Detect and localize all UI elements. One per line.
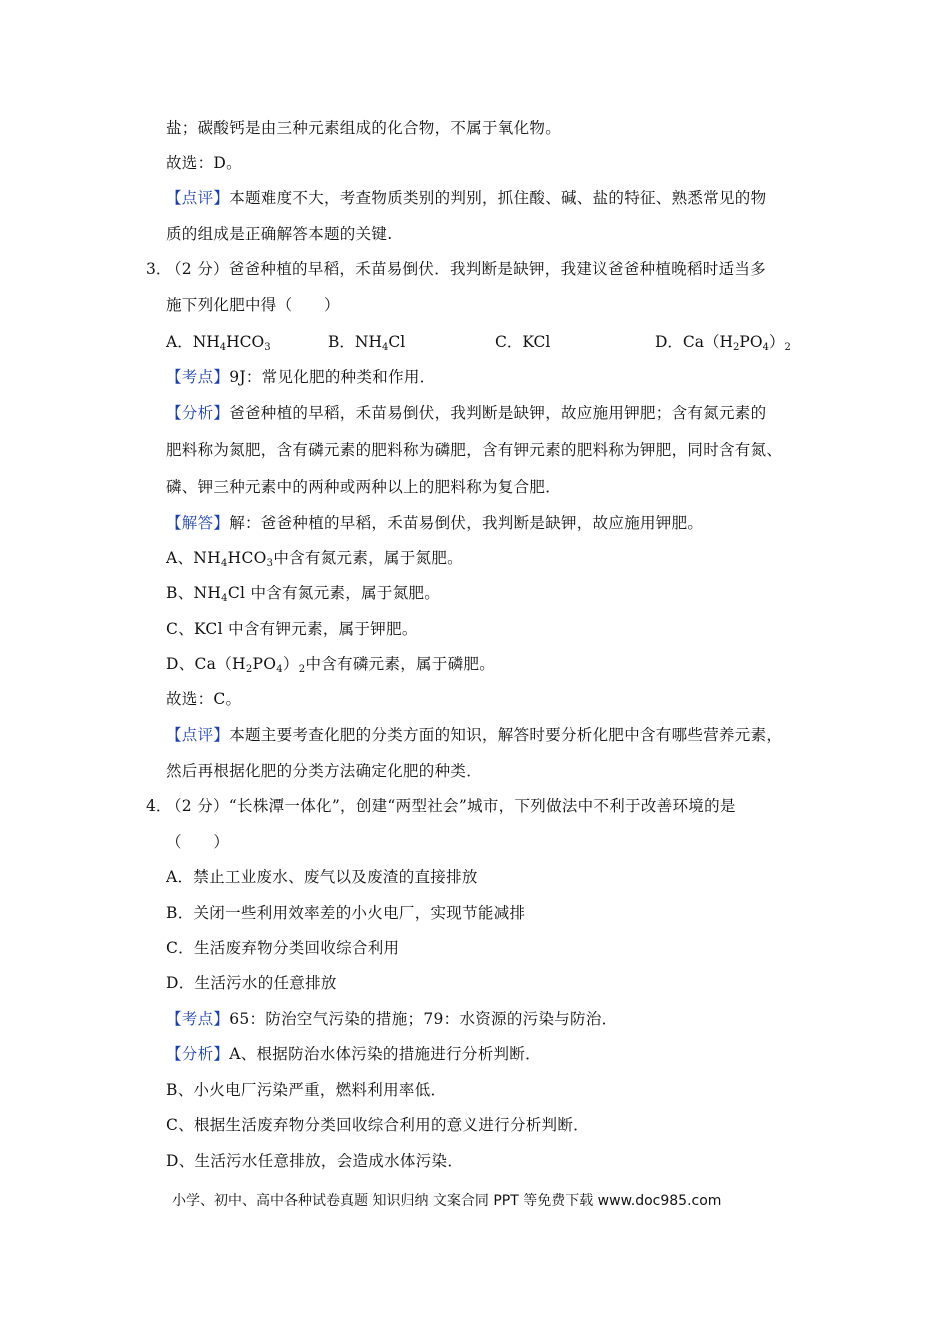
fenxi-tag: 【分析】 — [166, 1045, 230, 1063]
answer-a: A、$NH_4HCO_3$中含有氮元素，属于氮肥。 — [166, 549, 463, 569]
comment-text: 本题难度不大，考查物质类别的判别，抓住酸、碱、盐的特征、熟悉常见的物 — [229, 189, 767, 207]
option-d: D．生活污水的任意排放 — [166, 974, 337, 992]
text-line: 故选：D。 — [166, 154, 242, 172]
question-stem: 施下列化肥中得（ ） — [166, 296, 340, 314]
question-stem: （ ） — [166, 833, 230, 851]
answer-d: D、$Ca(H_2PO_4)_2$中含有磷元素，属于磷肥。 — [166, 655, 496, 675]
text-line: 然后再根据化肥的分类方法确定化肥的种类． — [166, 762, 483, 780]
text-line: 故选：C。 — [166, 690, 242, 708]
option-d: D．$Ca(H_2PO_4)_2$ — [655, 333, 791, 353]
kaodian-tag: 【考点】 — [166, 1010, 230, 1028]
jieda-line: 【解答】解：爸爸种植的早稻，禾苗易倒伏，我判断是缺钾，故应施用钾肥。 — [166, 514, 704, 532]
option-c: C．KCl — [495, 333, 551, 351]
jieda-tag: 【解答】 — [166, 514, 230, 532]
dianping-tag: 【点评】 — [166, 726, 230, 744]
question-stem: （2 分）爸爸种植的早稻，禾苗易倒伏．我判断是缺钾，我建议爸爸种植晚稻时适当多 — [166, 260, 766, 278]
fenxi-tag: 【分析】 — [166, 404, 230, 422]
dianping-line: 【点评】本题主要考查化肥的分类方面的知识，解答时要分析化肥中含有哪些营养元素， — [166, 726, 783, 744]
fenxi-line: 【分析】爸爸种植的早稻，禾苗易倒伏，我判断是缺钾，故应施用钾肥；含有氮元素的 — [166, 404, 767, 422]
option-a: A．禁止工业废水、废气以及废渣的直接排放 — [166, 868, 478, 886]
question-number: 3． — [146, 260, 172, 278]
text-line: C、根据生活废弃物分类回收综合利用的意义进行分析判断． — [166, 1116, 589, 1134]
option-a: A．$NH_4HCO_3$ — [166, 333, 271, 353]
text-line: 磷、钾三种元素中的两种或两种以上的肥料称为复合肥． — [166, 478, 562, 496]
question-number: 4． — [146, 797, 172, 815]
comment-tag: 【点评】 — [166, 189, 230, 207]
kaodian-tag: 【考点】 — [166, 368, 230, 386]
fenxi-line: 【分析】A、根据防治水体污染的措施进行分析判断． — [166, 1045, 541, 1063]
page-footer: 小学、初中、高中各种试卷真题 知识归纳 文案合同 PPT 等免费下载 www.doc985.com — [172, 1193, 722, 1209]
kaodian-line: 【考点】9J：常见化肥的种类和作用． — [166, 368, 436, 386]
answer-b: B、$NH_4Cl$ 中含有氮元素，属于氮肥。 — [166, 584, 441, 604]
text-line: 质的组成是正确解答本题的关键. — [166, 225, 393, 243]
answer-c: C、KCl 中含有钾元素，属于钾肥。 — [166, 620, 418, 638]
option-c: C．生活废弃物分类回收综合利用 — [166, 939, 400, 957]
text-line: B、小火电厂污染严重，燃料利用率低． — [166, 1081, 447, 1099]
option-b: B．$NH_4Cl$ — [328, 333, 406, 353]
question-stem: （2 分）“长株潭一体化”，创建“两型社会”城市，下列做法中不利于改善环境的是 — [166, 797, 736, 815]
option-b: B．关闭一些利用效率差的小火电厂，实现节能减排 — [166, 904, 526, 922]
text-line: D、生活污水任意排放，会造成水体污染． — [166, 1152, 464, 1170]
kaodian-line: 【考点】65：防治空气污染的措施；79：水资源的污染与防治． — [166, 1010, 618, 1028]
text-line: 肥料称为氮肥，含有磷元素的肥料称为磷肥，含有钾元素的肥料称为钾肥，同时含有氮、 — [166, 441, 783, 459]
comment-line — [166, 187, 766, 209]
text-line: 盐；碳酸钙是由三种元素组成的化合物，不属于氧化物。 — [166, 119, 562, 137]
